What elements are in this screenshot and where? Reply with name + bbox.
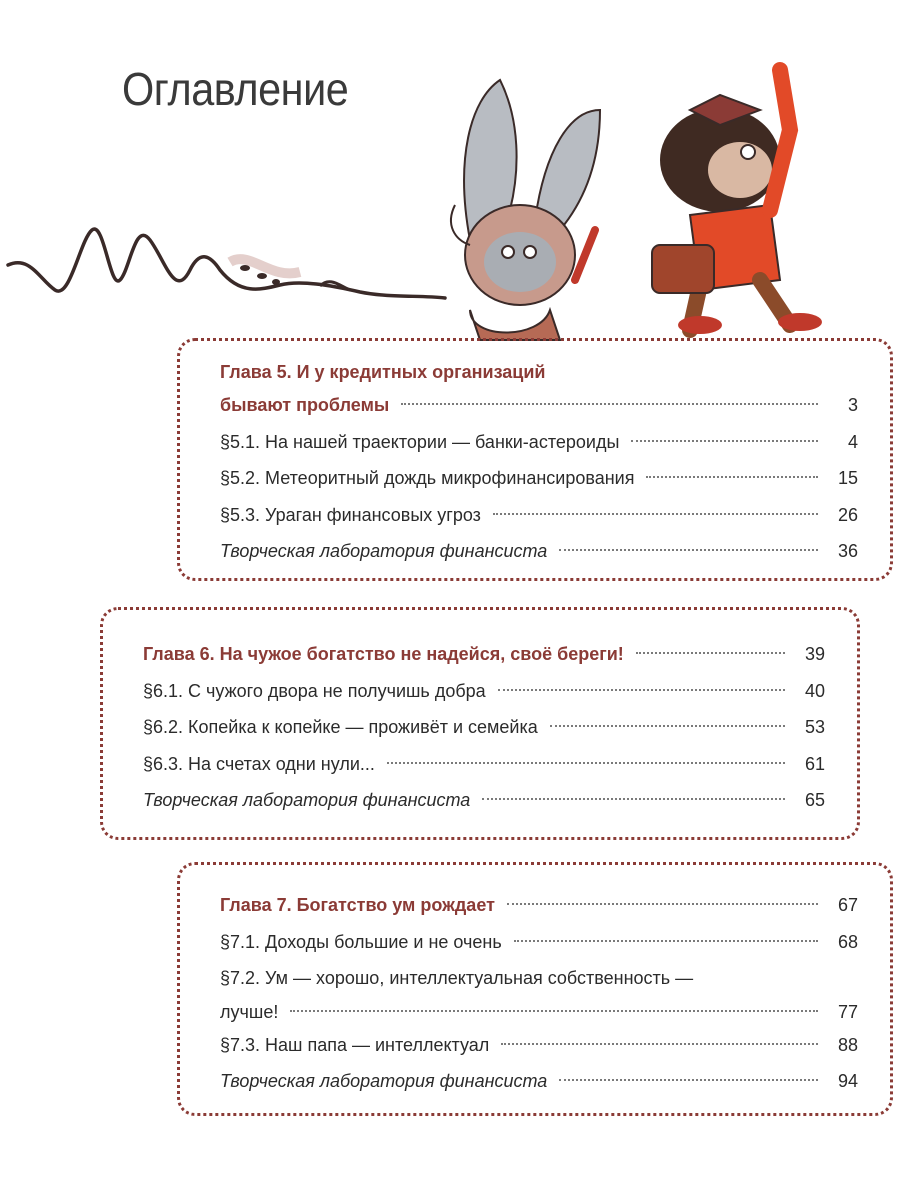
page-number: 39 xyxy=(804,644,825,664)
toc-entry-5-1[interactable] xyxy=(220,424,858,461)
toc-entry-5-2[interactable] xyxy=(220,460,858,497)
dot-leader xyxy=(636,652,785,654)
toc-entry-6-1[interactable] xyxy=(143,673,825,710)
toc-entry-5-3[interactable] xyxy=(220,497,858,534)
page-number: 61 xyxy=(804,753,825,774)
page-number: 68 xyxy=(837,931,858,952)
entry-title: §6.1. С чужого двора не получишь добра xyxy=(143,680,486,701)
dot-leader xyxy=(550,725,785,727)
rabbit-icon xyxy=(451,80,600,340)
entry-title: Творческая лаборатория финансиста xyxy=(143,790,471,810)
page-number: 40 xyxy=(804,680,825,701)
toc-entry-7-2[interactable] xyxy=(220,997,858,1027)
entry-title: §5.1. На нашей траектории — банки-астероиды xyxy=(220,431,620,452)
toc-entry-7-2-line1[interactable]: §7.2. Ум — хорошо, интеллектуальная собственность — xyxy=(220,968,694,988)
page-title: Оглавление xyxy=(122,63,349,115)
entry-title: Творческая лаборатория финансиста xyxy=(220,1071,548,1091)
toc-entry-7-lab[interactable] xyxy=(220,1063,858,1100)
dot-leader xyxy=(507,903,818,905)
entry-title: §7.3. Наш папа — интеллектуал xyxy=(220,1034,490,1055)
toc-entry-7-3[interactable] xyxy=(220,1027,858,1064)
illustration xyxy=(0,40,900,350)
dot-leader xyxy=(646,476,818,478)
page-number: 4 xyxy=(847,431,858,452)
dot-leader xyxy=(493,513,818,515)
dot-leader xyxy=(498,689,785,691)
page-number: 36 xyxy=(837,541,858,561)
toc-entry-6-lab[interactable] xyxy=(143,782,825,819)
entry-title-line2: лучше! xyxy=(220,1001,279,1022)
dot-leader xyxy=(401,403,818,405)
chapter-6-entry[interactable] xyxy=(143,636,825,673)
toc-entry-7-1[interactable] xyxy=(220,924,858,961)
dot-leader xyxy=(501,1043,818,1045)
dot-leader xyxy=(559,549,818,551)
chapter-6-box xyxy=(100,607,860,840)
page-number: 67 xyxy=(837,895,858,915)
dot-leader xyxy=(387,762,785,764)
page-number: 53 xyxy=(804,717,825,737)
page-number: 65 xyxy=(804,790,825,810)
toc-entry-6-2[interactable] xyxy=(143,709,825,746)
toc-entry-6-3[interactable] xyxy=(143,746,825,783)
hedgehog-icon xyxy=(652,70,822,334)
chapter-7-box xyxy=(177,862,893,1116)
chapter-7-title: Глава 7. Богатство ум рождает xyxy=(220,895,495,915)
chapter-7-entry[interactable] xyxy=(220,887,858,924)
entry-title: §6.2. Копейка к копейке — проживёт и семейка xyxy=(143,717,538,737)
entry-title: Творческая лаборатория финансиста xyxy=(220,541,548,561)
entry-title: §6.3. На счетах одни нули... xyxy=(143,753,375,774)
dot-leader xyxy=(482,798,785,800)
decorative-swirl-icon xyxy=(8,229,445,298)
chapter-5-box xyxy=(177,338,893,581)
chapter-6-title: Глава 6. На чужое богатство не надейся, своё береги! xyxy=(143,644,624,664)
chapter-5-entry[interactable] xyxy=(220,387,858,424)
page-number: 94 xyxy=(837,1071,858,1091)
chapter-5-title-line2: бывают проблемы xyxy=(220,395,390,415)
toc-entry-5-lab[interactable] xyxy=(220,533,858,570)
dot-leader xyxy=(631,440,818,442)
dot-leader xyxy=(514,940,818,942)
page-number: 77 xyxy=(837,1001,858,1022)
page-number: 15 xyxy=(837,468,858,488)
page-number: 26 xyxy=(837,504,858,525)
dot-leader xyxy=(559,1079,818,1081)
chapter-5-title-line1[interactable]: Глава 5. И у кредитных организаций xyxy=(220,362,546,382)
dot-leader xyxy=(290,1010,818,1012)
entry-title: §5.3. Ураган финансовых угроз xyxy=(220,504,481,525)
page-number: 88 xyxy=(837,1034,858,1055)
entry-title: §5.2. Метеоритный дождь микрофинансирования xyxy=(220,468,635,488)
entry-title: §7.1. Доходы большие и не очень xyxy=(220,931,502,952)
page-number: 3 xyxy=(847,395,858,415)
